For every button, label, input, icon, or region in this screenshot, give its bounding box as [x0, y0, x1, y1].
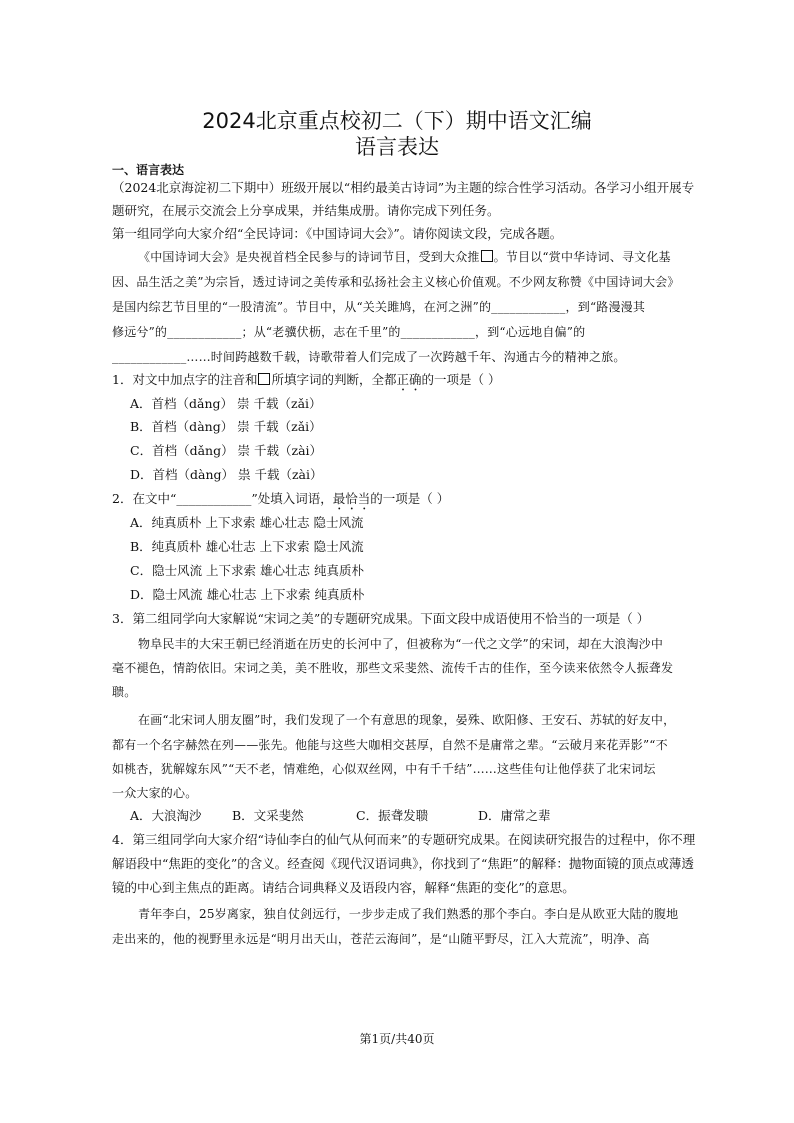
passage1-line-5: ____________……时间跨越数千载，诗歌带着人们完成了一次跨越千年、沟通古今的精神之旅。	[112, 350, 626, 364]
question-1-option-b: B．首档（dàng） 崇 千载（zǎi）	[130, 419, 322, 434]
question-2-option-a: A．纯真质朴 上下求索 雄心壮志 隐士风流	[130, 515, 364, 530]
question-1-option-c: C．首档（dǎng） 崇 千载（zài）	[130, 443, 323, 458]
q3-passage-line-2: 毫不褪色，情韵依旧。宋词之美，美不胜收，那些文采斐然、流传千古的佳作，至今读来依然令人振聋发	[112, 661, 674, 675]
blank-box	[258, 373, 270, 385]
question-1-option-a: A．首档（dǎng） 崇 千载（zǎi）	[130, 396, 322, 411]
document-subtitle: 语言表达	[355, 135, 439, 159]
intro-line-3: 第一组同学向大家介绍“全民诗词：《中国诗词大会》”。请你阅读文段，完成各题。	[112, 226, 563, 241]
q4-passage-line-2: 走出来的，他的视野里永远是“明月出天山，苍茫云海间”，是“山随平野尽，江入大荒流”，明净、高	[112, 932, 650, 946]
intro-line-2: 题研究，在展示交流会上分享成果，并结集成册。请你完成下列任务。	[112, 203, 500, 218]
question-1-stem: 1．对文中加点字的注音和 所填字词的判断，全都正确的一项是（ ）	[112, 372, 501, 387]
question-3-option-b: B．文采斐然	[232, 808, 304, 823]
q4-passage-line-1: 青年李白，25岁离家，独自仗剑远行，一步步走成了我们熟悉的那个李白。李白是从欧亚大陆的腹地	[138, 907, 679, 921]
intro-line-1: （2024北京海淀初二下期中）班级开展以“相约最美古诗词”为主题的综合性学习活动。各学习小组开展专	[112, 180, 695, 195]
question-3-option-c: C．振聋发聩	[356, 808, 429, 823]
page-footer: 第1页/共40页	[359, 1032, 435, 1046]
q3-passage-line-5: 都有一个名字赫然在列——张先。他能与这些大咖相交甚厚，自然不是庸常之辈。“云破月来花弄影”“不	[112, 738, 668, 752]
blank-box	[481, 250, 493, 262]
question-2-option-c: C．隐士风流 上下求索 雄心壮志 纯真质朴	[130, 563, 364, 578]
q3-passage-line-1: 物阜民丰的大宋王朝已经消逝在历史的长河中了，但被称为“一代之文学”的宋词，却在大浪淘沙中	[138, 637, 664, 651]
section-heading: 一、语言表达	[112, 163, 185, 177]
q3-passage-line-3: 聩。	[112, 685, 137, 699]
passage1-line-2: 因、品生活之美”为宗旨，透过诗词之美传承和弘扬社会主义核心价值观。不少网友称赞《中国诗词大会》	[112, 275, 680, 289]
q3-passage-line-4: 在画“北宋词人朋友圈”时，我们发现了一个有意思的现象，晏殊、欧阳修、王安石、苏轼的好友中，	[138, 713, 676, 727]
question-2-stem: 2．在文中“____________”处填入词语，最恰当的一项是（ ）	[112, 491, 450, 506]
q3-passage-line-6: 如桃杏，犹解嫁东风”“天不老，情难绝，心似双丝网，中有千千结”……这些佳句让他俘获了北宋词坛	[112, 762, 656, 776]
question-3-stem: 3．第二组同学向大家解说“宋词之美”的专题研究成果。下面文段中成语使用不恰当的一项是（ ）	[112, 611, 650, 626]
question-2-option-b: B．纯真质朴 雄心壮志 上下求索 隐士风流	[130, 539, 364, 554]
passage1-line-4: 修远兮”的____________；从“老骥伏枥，志在千里”的____________，到“心远地自偏”的	[112, 325, 586, 339]
passage1-line-1: 《中国诗词大会》是央视首档全民参与的诗词节目，受到大众推 。节目以“赏中华诗词、寻文化基	[138, 250, 671, 264]
question-1-option-d: D．首档（dàng） 祟 千载（zài）	[130, 467, 323, 482]
document-title: 2024北京重点校初二（下）期中语文汇编	[202, 109, 592, 133]
q3-passage-line-7: 一众大家的心。	[112, 786, 198, 800]
question-3-option-a: A．大浪淘沙	[130, 808, 202, 823]
question-4-line-3: 镜的中心到主焦点的距离。请结合词典释义及语段内容，解释“焦距的变化”的意思。	[112, 880, 575, 895]
question-3-option-d: D．庸常之辈	[478, 808, 551, 823]
question-2-option-d: D．隐士风流 雄心壮志 上下求索 纯真质朴	[130, 587, 365, 602]
question-4-line-2: 解语段中“焦距的变化”的含义。经查阅《现代汉语词典》，你找到了“焦距”的解释：抛物面镜的顶点或薄透	[112, 856, 694, 871]
passage1-line-3: 是国内综艺节目里的“一股清流”。节目中，从“关关雎鸠，在河之洲”的____________，到“路漫漫其	[112, 300, 646, 314]
question-4-line-1: 4．第三组同学向大家介绍“诗仙李白的仙气从何而来”的专题研究成果。在阅读研究报告的过程中，你不理	[112, 832, 696, 847]
